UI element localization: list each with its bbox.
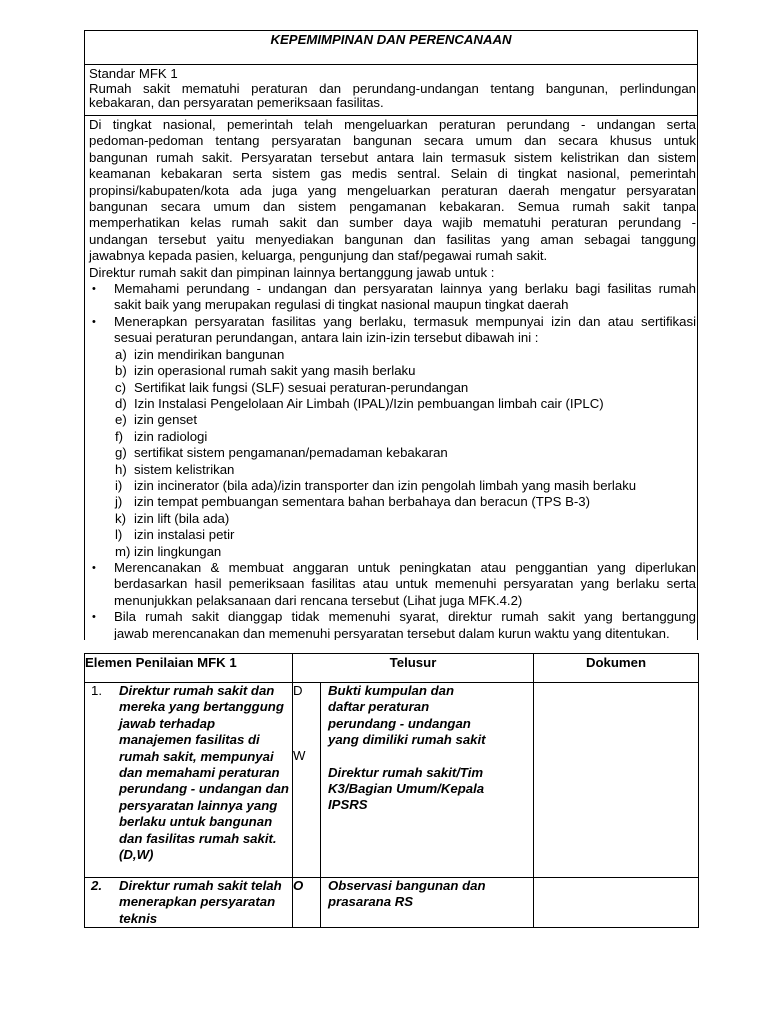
permit-text: izin instalasi petir xyxy=(134,527,235,543)
bullet-line: menunjukkan pelaksanaan dari rencana tersebut (Lihat juga MFK.4.2) xyxy=(114,592,523,608)
table-header-row xyxy=(85,654,699,683)
permit-text: izin lingkungan xyxy=(134,543,222,559)
element-cell xyxy=(85,683,293,878)
element-text: Direktur rumah sakit telah menerapkan persyaratan teknis xyxy=(119,878,282,926)
intro-line: keamanan kebakaran serta sistem gas medis sentral. Selain di tingkat nasional, pemerintah xyxy=(89,166,696,182)
bullet-line: Menerapkan persyaratan fasilitas yang berlaku, termasuk mempunyai izin dan atau sertifikasi xyxy=(114,313,696,329)
bullet-icon: • xyxy=(92,611,96,624)
permit-label: m) xyxy=(115,543,131,559)
permit-item xyxy=(89,347,696,363)
telusur-cell xyxy=(321,683,534,878)
standard-section xyxy=(84,30,698,640)
header-elemen: Elemen Penilaian MFK 1 xyxy=(85,654,293,683)
permit-text: izin mendirikan bangunan xyxy=(134,346,285,362)
method-code: D xyxy=(293,683,303,698)
permit-item xyxy=(89,380,696,396)
permit-item xyxy=(89,462,696,478)
bullet-item xyxy=(89,281,696,314)
header-telusur: Telusur xyxy=(293,654,534,683)
standard-code: Standar MFK 1 xyxy=(89,66,178,81)
bullet-line: berdasarkan hasil pemeriksaan fasilitas atau untuk memenuhi persyaratan yang berlaku serta xyxy=(114,576,696,592)
telusur-text: Observasi bangunan dan prasarana RS xyxy=(328,878,486,910)
intro-line: memperhatikan kelas rumah sakit dan sumber daya wajib mematuhi peraturan perundang - xyxy=(89,215,696,231)
permit-label: c) xyxy=(115,379,126,395)
element-cell xyxy=(85,878,293,928)
permit-text: izin operasional rumah sakit yang masih berlaku xyxy=(134,363,416,379)
dokumen-cell xyxy=(534,878,699,928)
permit-label: e) xyxy=(115,412,127,428)
permit-item xyxy=(89,363,696,379)
bullet-line: Memahami perundang - undangan dan persyaratan lainnya yang berlaku bagi fasilitas rumah xyxy=(114,281,696,297)
telusur-cell xyxy=(321,878,534,928)
intro-line: Di tingkat nasional, pemerintah telah mengeluarkan peraturan perundang - undangan serta xyxy=(89,117,696,132)
permit-text: sistem kelistrikan xyxy=(134,461,235,477)
permit-label: i) xyxy=(115,477,123,493)
permit-label: g) xyxy=(115,445,127,461)
permit-item xyxy=(89,527,696,543)
telusur-text: Bukti kumpulan dan daftar peraturan perundang - undangan yang dimiliki rumah sakit xyxy=(328,683,486,748)
permit-text: izin lift (bila ada) xyxy=(134,510,230,526)
bullet-line: Bila rumah sakit dianggap tidak memenuhi syarat, direktur rumah sakit yang bertanggung xyxy=(114,609,696,625)
bullet-line: Merencanakan & membuat anggaran untuk peningkatan atau penggantian yang diperlukan xyxy=(114,559,696,575)
permit-label: j) xyxy=(115,494,123,510)
permit-text: Izin Instalasi Pengelolaan Air Limbah (IPAL)/Izin pembuangan limbah cair (IPLC) xyxy=(134,395,604,411)
element-number: 1. xyxy=(91,683,102,698)
section-title: KEPEMIMPINAN DAN PERENCANAAN xyxy=(84,30,698,64)
permit-item xyxy=(89,412,696,428)
intro-line: undangan tersebut yaitu menyediakan bangunan dan fasilitas yang aman sebagai tanggung xyxy=(89,231,696,247)
bullet-item xyxy=(89,560,696,609)
permit-label: l) xyxy=(115,527,123,543)
standard-line: Rumah sakit mematuhi peraturan dan perundang-undangan tentang bangunan, perlindungan xyxy=(89,80,696,96)
intro-line: propinsi/kabupaten/kota ada juga yang mengeluarkan peraturan daerah mengatur persyaratan xyxy=(89,182,696,198)
permit-label: h) xyxy=(115,461,127,477)
permit-label: d) xyxy=(115,395,127,411)
permit-item xyxy=(89,445,696,461)
intro-line: bangunan secara umum dan sistem pengamanan kebakaran. Semua rumah sakit tanpa xyxy=(89,199,696,215)
permit-label: a) xyxy=(115,346,127,362)
permit-item xyxy=(89,494,696,510)
bullet-icon: • xyxy=(92,315,96,328)
table-row xyxy=(85,683,699,878)
bullet-icon: • xyxy=(92,283,96,296)
element-number: 2. xyxy=(91,878,102,893)
permit-item xyxy=(89,396,696,412)
intro-line: pedoman-pedoman tentang persyaratan bangunan secara umum dan secara khusus untuk xyxy=(89,133,696,149)
permit-text: izin genset xyxy=(134,412,198,428)
permit-text: izin incinerator (bila ada)/izin transporter dan izin pengolah limbah yang masih berlaku xyxy=(134,477,637,493)
permit-item xyxy=(89,544,696,560)
permit-text: Sertifikat laik fungsi (SLF) sesuai peraturan-perundangan xyxy=(134,379,469,395)
assessment-table xyxy=(84,653,699,928)
telusur-text: Direktur rumah sakit/Tim K3/Bagian Umum/Kepala IPSRS xyxy=(328,764,485,813)
bullet-item xyxy=(89,609,696,640)
bullet-icon: • xyxy=(92,561,96,574)
intro-line: bangunan rumah sakit. Persyaratan tersebut antara lain termasuk sistem kelistrikan dan sistem xyxy=(89,149,696,165)
permit-label: f) xyxy=(115,428,124,444)
element-text: Direktur rumah sakit dan mereka yang bertanggung jawab terhadap manajemen fasilitas di rumah sakit, mempunyai dan memahami peraturan perundang - undangan dan persyaratan lainnya yang berlaku untuk bangunan dan fasilitas rumah sakit. (D,W) xyxy=(119,683,289,863)
permit-item xyxy=(89,511,696,527)
dokumen-cell xyxy=(534,683,699,878)
permit-text: sertifikat sistem pengamanan/pemadaman kebakaran xyxy=(134,445,448,461)
permit-item xyxy=(89,478,696,494)
method-code: W xyxy=(293,748,306,764)
standard-line: kebakaran, dan persyaratan pemeriksaan fasilitas. xyxy=(89,95,384,111)
table-row xyxy=(85,878,699,928)
permit-text: izin radiologi xyxy=(134,428,208,444)
bullet-line: sesuai peraturan perundangan, antara lain izin-izin tersebut dibawah ini : xyxy=(114,330,539,346)
permit-label: k) xyxy=(115,510,126,526)
bullet-line: jawab merencanakan dan memenuhi persyaratan tersebut dalam kurun waktu yang ditentukan. xyxy=(114,625,670,640)
explanation-box xyxy=(84,115,698,640)
intro-line: jawabnya kepada pasien, keluarga, pengunjung dan staf/pegawai rumah sakit. xyxy=(89,248,548,264)
standard-box xyxy=(84,64,698,115)
header-dokumen: Dokumen xyxy=(534,654,699,683)
permit-text: izin tempat pembuangan sementara bahan berbahaya dan beracun (TPS B-3) xyxy=(134,494,590,510)
permit-label: b) xyxy=(115,363,127,379)
bullet-line: sakit baik yang merupakan regulasi di tingkat nasional maupun tingkat daerah xyxy=(114,297,569,313)
bullet-item xyxy=(89,314,696,347)
permit-item xyxy=(89,429,696,445)
director-line: Direktur rumah sakit dan pimpinan lainnya bertanggung jawab untuk : xyxy=(89,264,495,280)
method-code: O xyxy=(293,878,304,893)
